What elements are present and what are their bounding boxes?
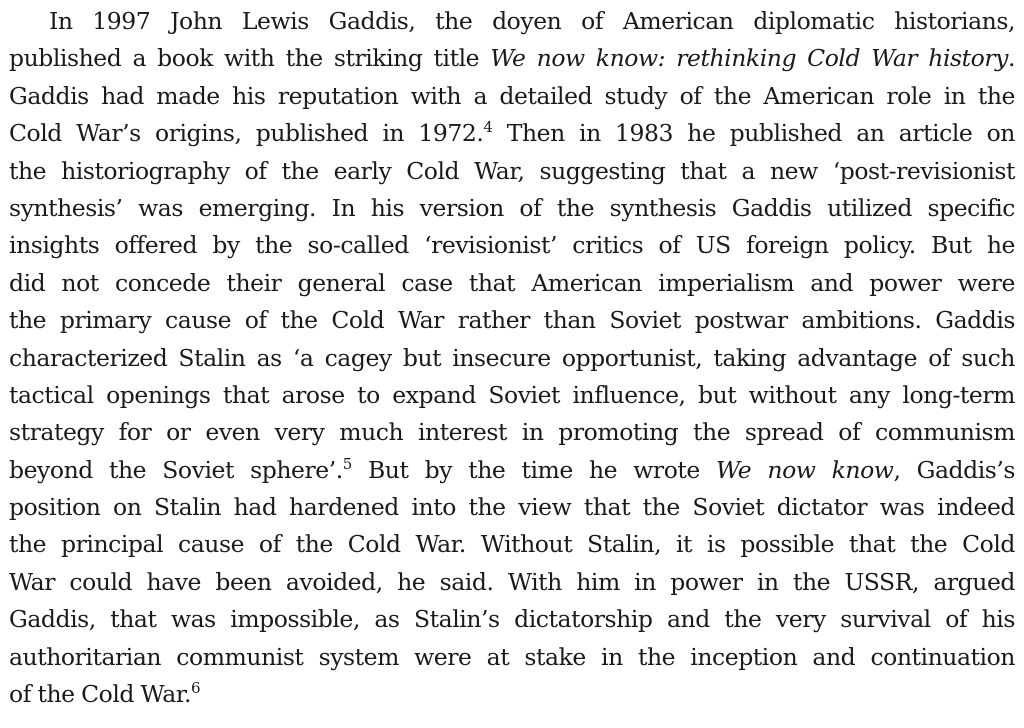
text-run: did not concede their general case that American imperialism and power were [9, 268, 1015, 297]
text-line [9, 265, 1015, 302]
text-line [9, 564, 1015, 601]
text-line [9, 78, 1015, 115]
text-line [9, 676, 1015, 713]
text-line [9, 227, 1015, 264]
text-line [9, 40, 1015, 77]
book-title: We now know [716, 455, 894, 484]
footnote-marker: 5 [342, 454, 352, 473]
text-line [9, 601, 1015, 638]
text-run: the primary cause of the Cold War rather than Soviet postwar ambitions. Gaddis [9, 306, 1015, 335]
text-page [9, 3, 1015, 713]
text-run: of the Cold War. [9, 680, 191, 709]
text-run: tactical openings that arose to expand Soviet influence, but without any long-term [9, 380, 1015, 409]
body-paragraph [9, 3, 1015, 713]
text-line [9, 153, 1015, 190]
text-run: Gaddis had made his reputation with a detailed study of the American role in the [9, 81, 1015, 110]
text-run: insights offered by the so-called ‘revisionist’ critics of US foreign policy. But he [9, 231, 1015, 260]
text-run: Cold War’s origins, published in 1972. [9, 119, 484, 148]
text-line [9, 190, 1015, 227]
text-run: . [1007, 44, 1015, 73]
book-title: We now know: rethinking Cold War history [490, 44, 1008, 73]
text-run: , Gaddis’s [893, 455, 1015, 484]
text-run: the principal cause of the Cold War. Without Stalin, it is possible that the Cold [9, 530, 1015, 559]
text-run: Then in 1983 he published an article on [492, 119, 1015, 148]
text-run: the historiography of the early Cold War, suggesting that a new ‘post-revisionist [9, 156, 1015, 185]
text-run: characterized Stalin as ‘a cagey but insecure opportunist, taking advantage of such [9, 343, 1015, 372]
footnote-marker: 6 [190, 679, 201, 698]
text-line [9, 489, 1015, 526]
text-line [9, 3, 1015, 40]
text-line [9, 377, 1015, 414]
text-run: published a book with the striking title [9, 44, 491, 73]
text-line [9, 452, 1015, 489]
text-line [9, 302, 1015, 339]
text-line [9, 340, 1015, 377]
text-line [9, 526, 1015, 563]
text-line [9, 115, 1015, 152]
text-line [9, 414, 1015, 451]
footnote-marker: 4 [483, 118, 493, 137]
text-run: synthesis’ was emerging. In his version of the synthesis Gaddis utilized specific [9, 193, 1015, 222]
text-run: In 1997 John Lewis Gaddis, the doyen of American diplomatic historians, [49, 7, 1015, 35]
text-run: War could have been avoided, he said. With him in power in the USSR, argued [9, 567, 1015, 596]
text-line [9, 639, 1015, 676]
text-run: beyond the Soviet sphere’. [9, 455, 343, 484]
text-run: But by the time he wrote [351, 455, 717, 484]
text-run: authoritarian communist system were at stake in the inception and continuation [9, 642, 1015, 671]
text-run: Gaddis, that was impossible, as Stalin’s dictatorship and the very survival of his [9, 605, 1015, 634]
text-run: strategy for or even very much interest in promoting the spread of communism [9, 418, 1015, 447]
text-run: position on Stalin had hardened into the view that the Soviet dictator was indeed [9, 493, 1015, 522]
